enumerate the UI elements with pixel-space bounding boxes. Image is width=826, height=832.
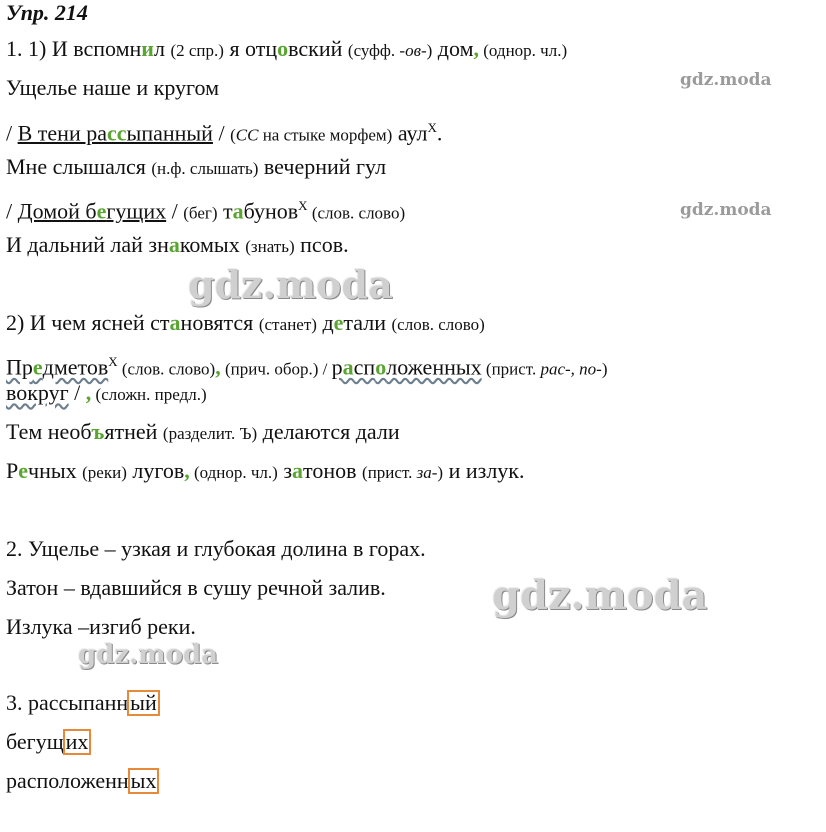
- morphology-word: бегущих: [6, 729, 91, 755]
- text-line: И дальний лай знакомых (знать) псов.: [6, 232, 349, 257]
- watermark: gdz.moda: [492, 572, 708, 619]
- text-line: Тем необъятней (разделит. Ъ) делаются дали: [6, 419, 400, 444]
- text-line: вокруг / , (сложн. предл.): [6, 380, 207, 405]
- morphology-word: расположенных: [6, 768, 159, 794]
- ending-box: ый: [127, 690, 160, 716]
- text-line: Ущелье наше и кругом: [6, 75, 220, 100]
- text-line: / Домой бегущих / (бег) табунов$^Х$ (слов. слово): [6, 198, 406, 224]
- text-line: / В тени рассыпанный / (СС на стыке морфем) аул$^Х$.: [6, 120, 443, 146]
- definition-line: Излука –изгиб реки.: [6, 614, 196, 639]
- watermark: gdz.moda: [188, 262, 393, 307]
- ending-box: ых: [128, 768, 160, 794]
- watermark: gdz.moda: [680, 200, 772, 220]
- text-line: Предметов$^Х$ (слов. слово), (прич. обор.) / расположенных (прист. рас-, по-): [6, 354, 608, 380]
- watermark: gdz.moda: [680, 70, 772, 90]
- watermark: gdz.moda: [78, 640, 219, 670]
- definition-line: Затон – вдавшийся в сушу речной залив.: [6, 575, 386, 600]
- text-line: Речных (реки) лугов, (однор. чл.) затонов (прист. за-) и излук.: [6, 458, 525, 483]
- morphology-word: 3. рассыпанный: [6, 690, 160, 716]
- text-line: 1. 1) И вспомнил (2 спр.) я отцовский (суфф. -ов-) дом, (однор. чл.): [6, 36, 568, 61]
- definition-line: 2. Ущелье – узкая и глубокая долина в горах.: [6, 536, 426, 561]
- text-line: 2) И чем ясней становятся (станет) детали (слов. слово): [6, 310, 485, 335]
- exercise-title: Упр. 214: [6, 0, 88, 25]
- ending-box: их: [63, 729, 92, 755]
- text-line: Мне слышался (н.ф. слышать) вечерний гул: [6, 154, 387, 179]
